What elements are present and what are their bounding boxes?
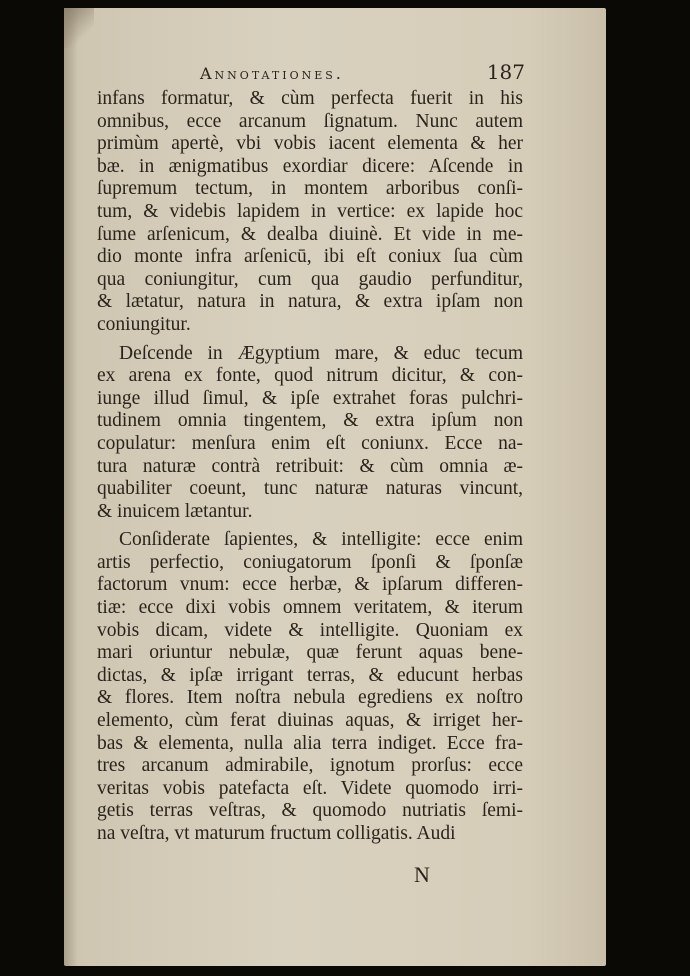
text-line: ſupremum tectum, in montem arboribus conſi- xyxy=(97,178,523,200)
page-number: 187 xyxy=(486,60,525,84)
text-line: quabiliter coeunt, tunc naturæ naturas vincunt, xyxy=(97,478,523,500)
text-line: tura naturæ contrà retribuit: & cùm omnia æ- xyxy=(97,455,523,477)
paragraph xyxy=(97,343,523,524)
text-line: artis perfectio, coniugatorum ſponſi & ſponſæ xyxy=(97,551,523,573)
text-line: tudinem omnia tingentem, & extra ipſum non xyxy=(97,410,523,432)
signature-mark: N xyxy=(414,862,430,887)
paragraph xyxy=(97,88,523,337)
text-line: Deſcende in Ægyptium mare, & educ tecum xyxy=(119,342,523,364)
text-line: tiæ: ecce dixi vobis omnem veritatem, & iterum xyxy=(97,597,523,619)
text-line: ſume arſenicum, & dealba diuinè. Et vide in me- xyxy=(97,223,523,245)
text-line: & inuicem lætantur. xyxy=(97,500,253,522)
text-line: qua coniungitur, cum qua gaudio perfunditur, xyxy=(97,268,523,290)
text-line: omnibus, ecce arcanum ſignatum. Nunc autem xyxy=(97,110,523,132)
text-line: iunge illud ſimul, & ipſe extrahet foras pulchri- xyxy=(97,387,523,409)
text-line: copulatur: menſura enim eſt coniunx. Ecce na- xyxy=(97,432,523,454)
text-line: vobis dicam, videte & intelligite. Quoniam ex xyxy=(97,619,523,641)
text-line: veritas vobis patefacta eſt. Videte quomodo irri- xyxy=(97,777,523,799)
text-line: elemento, cùm ferat diuinas aquas, & irriget her- xyxy=(97,710,523,732)
text-line: dictas, & ipſæ irrigant terras, & educunt herbas xyxy=(97,664,523,686)
running-title: Annotationes. xyxy=(200,64,344,83)
text-line: tres arcanum admirabile, ignotum prorſus: ecce xyxy=(97,755,523,777)
text-line: factorum vnum: ecce herbæ, & ipſarum differen- xyxy=(97,574,523,596)
text-line: ex arena ex fonte, quod nitrum dicitur, & con- xyxy=(97,365,523,387)
text-line: Conſiderate ſapientes, & intelligite: ecce enim xyxy=(119,529,523,551)
paragraph xyxy=(97,529,523,845)
text-line: na veſtra, vt maturum fructum colligatis. Audi xyxy=(97,823,456,844)
text-line: coniungitur. xyxy=(97,313,191,335)
text-line: infans formatur, & cùm perfecta fuerit in his xyxy=(97,88,523,109)
page-header xyxy=(200,60,525,90)
text-line: getis terras veſtras, & quomodo nutriatis ſemi- xyxy=(97,800,523,822)
text-line: mari oriuntur nebulæ, quæ ferunt aquas bene- xyxy=(97,642,523,664)
body-text xyxy=(97,88,523,846)
text-line: dio monte infra arſenicū, ibi eſt coniux ſua cùm xyxy=(97,246,523,268)
text-line: primùm apertè, vbi vobis iacent elementa & her xyxy=(97,133,523,155)
text-line: tum, & videbis lapidem in vertice: ex lapide hoc xyxy=(97,200,523,222)
text-line: & lætatur, natura in natura, & extra ipſam non xyxy=(97,291,523,313)
text-line: & flores. Item noſtra nebula egrediens ex noſtro xyxy=(97,687,523,709)
text-line: bas & elementa, nulla alia terra indiget. Ecce fra- xyxy=(97,732,523,754)
text-line: bæ. in ænigmatibus exordiar dicere: Aſcende in xyxy=(97,155,523,177)
